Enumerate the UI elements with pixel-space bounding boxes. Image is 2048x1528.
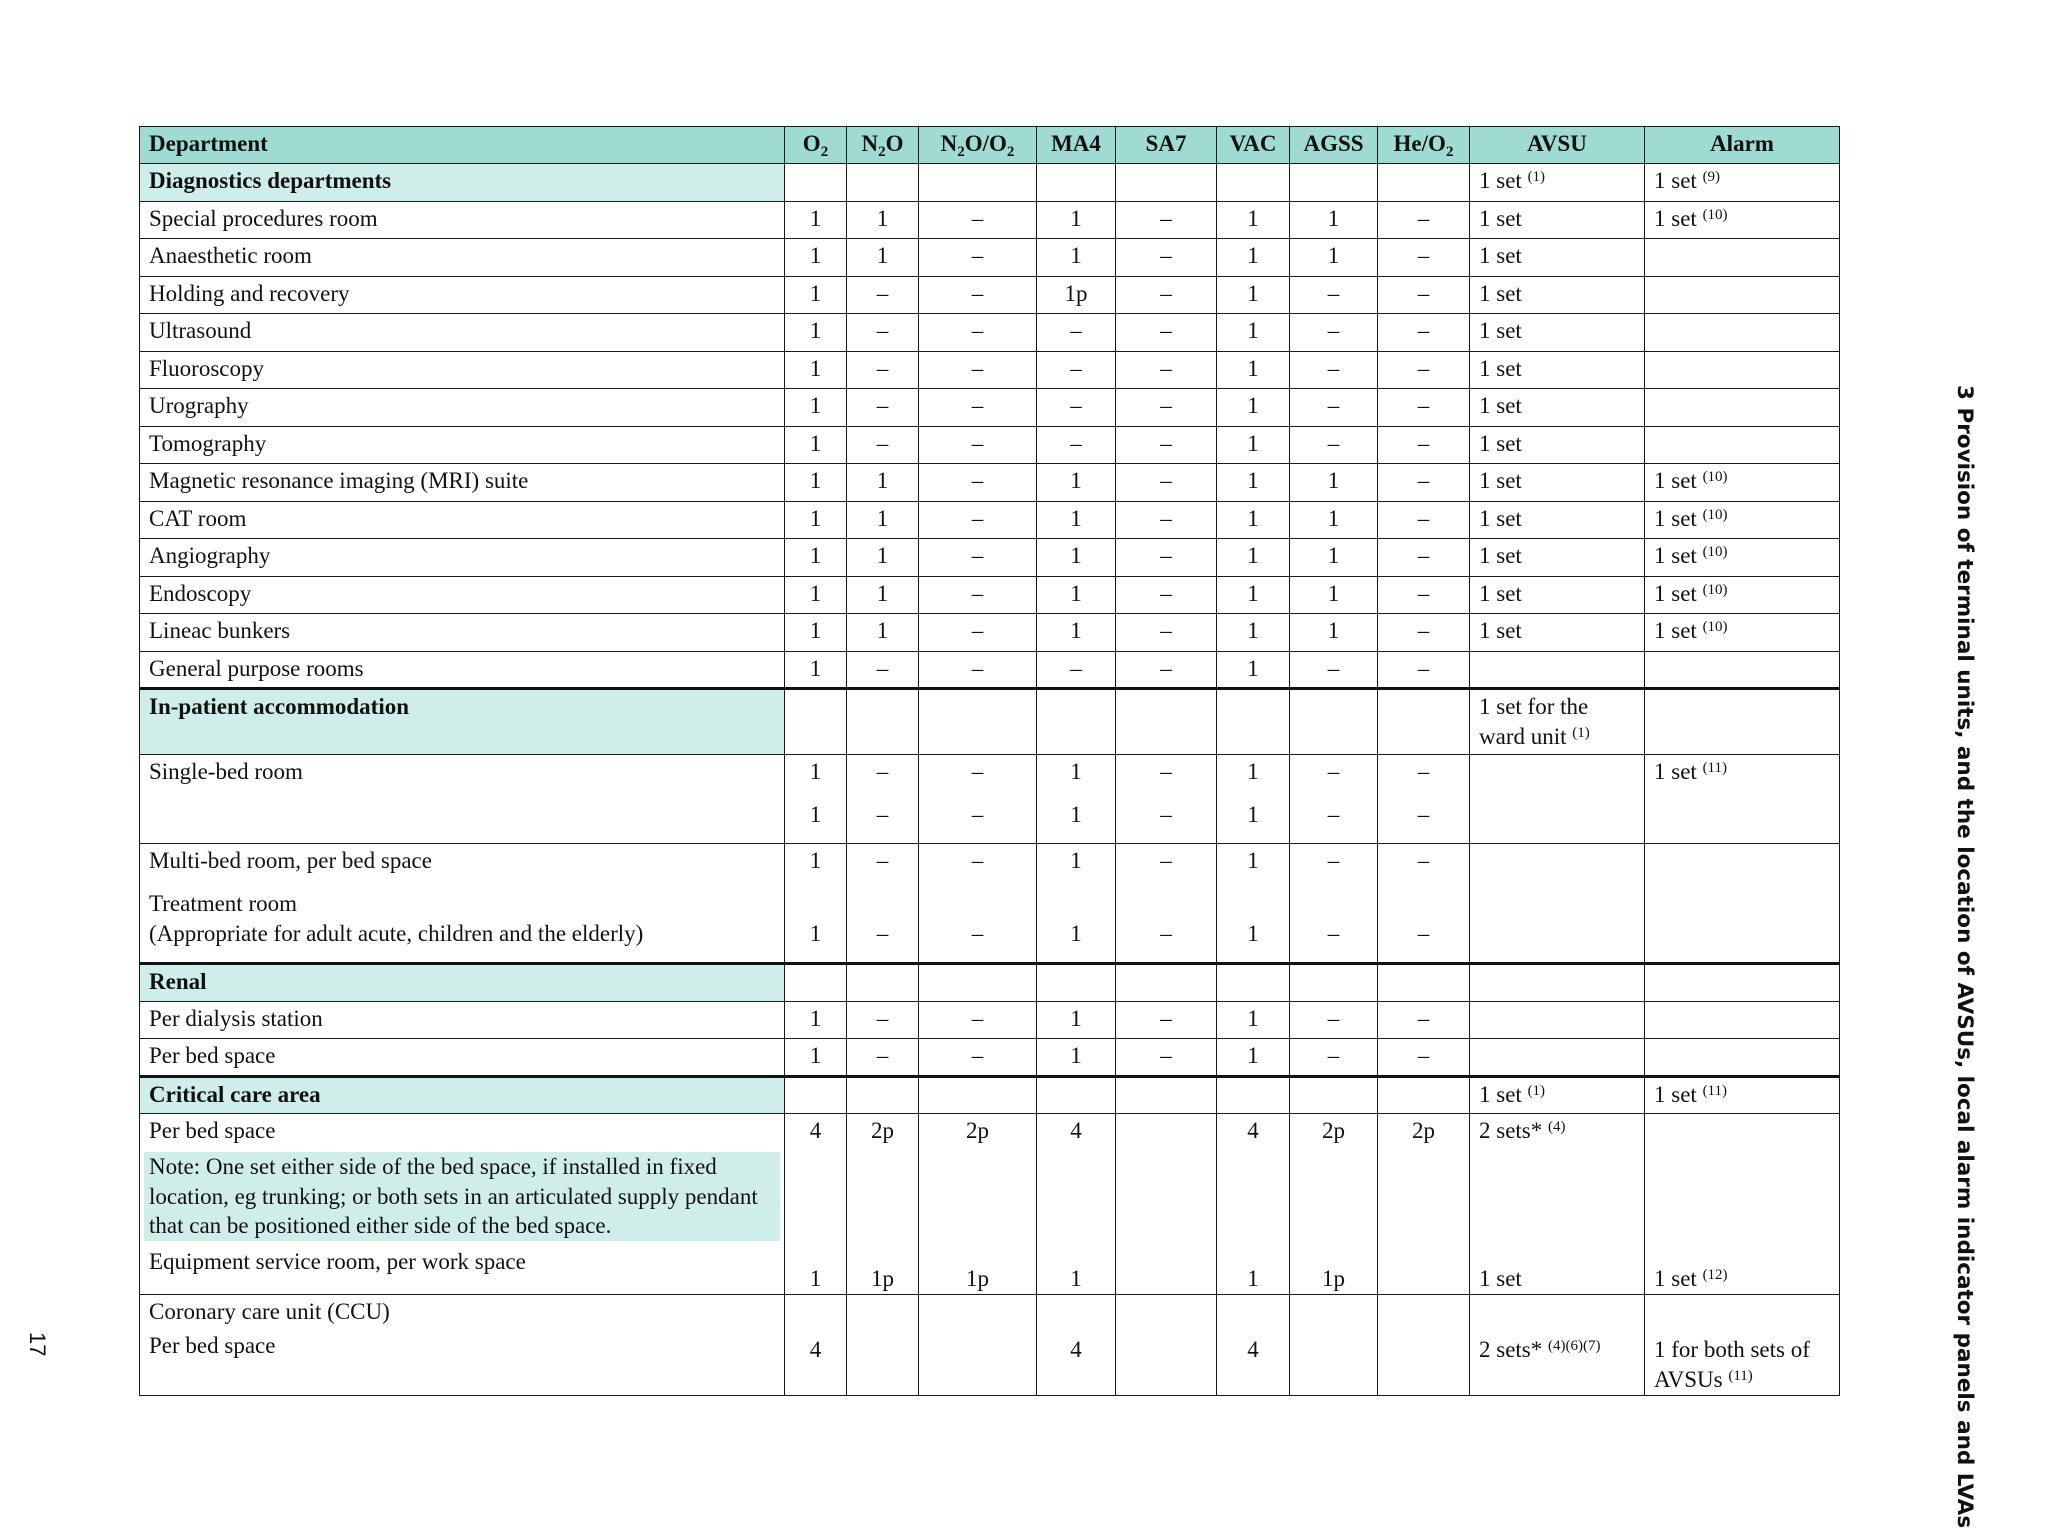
- cell-n2o: 1: [847, 501, 919, 539]
- section-row-renal: [140, 964, 1840, 1002]
- cell-he-o2: –: [1378, 239, 1470, 277]
- table-row: [140, 1039, 1840, 1077]
- avsu-cell: 1 set: [1470, 351, 1645, 389]
- cell-o2: 1: [785, 1001, 847, 1039]
- cell-he-o2: –: [1378, 314, 1470, 352]
- cell-o2: 1: [785, 201, 847, 239]
- avsu-cell: 1 set $^{(1)}$: [1470, 1076, 1645, 1114]
- table-row-ccu: Coronary care unit (CCU) Per bed space 4 4 4 2 sets* $^{(4)(6)(7)}$ 1 for both sets of AVSUs $^{(11)}$: [140, 1295, 1840, 1396]
- row-label: Per dialysis station: [140, 1001, 785, 1039]
- cell-ma4: 1: [1037, 614, 1116, 652]
- cell-n2o: 1: [847, 576, 919, 614]
- alarm-cell: [1645, 1001, 1840, 1039]
- alarm-cell: 1 set $^{(11)}$: [1645, 755, 1840, 844]
- cell-ma4: 1: [1037, 1001, 1116, 1039]
- cell-agss: –: [1290, 389, 1378, 427]
- cell-agss: 1: [1290, 464, 1378, 502]
- cell-ma4: 1: [1037, 464, 1116, 502]
- row-label: Multi-bed room, per bed space Treatment room (Appropriate for adult acute, children and the elderly): [140, 844, 785, 964]
- row-label: CAT room: [140, 501, 785, 539]
- cell-n2o: 1: [847, 239, 919, 277]
- cell-sa7: –: [1116, 314, 1217, 352]
- row-label: Ultrasound: [140, 314, 785, 352]
- cell-o2: 1: [785, 1039, 847, 1077]
- cell-he-o2: –: [1378, 276, 1470, 314]
- cell-o2: 4 1: [785, 1114, 847, 1295]
- terminal-units-table: [139, 126, 1840, 1396]
- cell-sa7: –: [1116, 614, 1217, 652]
- cell-n2o: –: [847, 351, 919, 389]
- cell-agss: –: [1290, 1039, 1378, 1077]
- header-alarm: Alarm: [1645, 127, 1840, 164]
- cell-ma4: 1: [1037, 1039, 1116, 1077]
- cell-vac: 1: [1217, 351, 1290, 389]
- cell-he-o2: –: [1378, 651, 1470, 689]
- row-label: Tomography: [140, 426, 785, 464]
- row-label: General purpose rooms: [140, 651, 785, 689]
- cell-ma4: –: [1037, 389, 1116, 427]
- cell-n2o-o2: –: [919, 1039, 1037, 1077]
- cell-sa7: –: [1116, 239, 1217, 277]
- page-number: 17: [25, 1332, 50, 1357]
- cell-sa7: –: [1116, 389, 1217, 427]
- cell-agss: –: [1290, 651, 1378, 689]
- table-row: [140, 201, 1840, 239]
- avsu-cell: 2 sets* $^{(4)(6)(7)}$: [1470, 1295, 1645, 1396]
- cell-o2: 1: [785, 276, 847, 314]
- avsu-cell: 1 set: [1470, 501, 1645, 539]
- cell-vac: 1: [1217, 389, 1290, 427]
- row-label: Angiography: [140, 539, 785, 577]
- cell-o2: 1: [785, 501, 847, 539]
- table-row-single-bed: Single-bed room 1 1 – – – – 1 1 – – 1 1 – – – – 1 set $^{(11)}$: [140, 755, 1840, 844]
- cell-he-o2: –: [1378, 464, 1470, 502]
- row-label: Per bed space: [140, 1039, 785, 1077]
- cell-n2o-o2: –: [919, 351, 1037, 389]
- cell-n2o-o2: –: [919, 539, 1037, 577]
- cell-vac: 1: [1217, 426, 1290, 464]
- header-avsu: AVSU: [1470, 127, 1645, 164]
- cell-sa7: –: [1116, 201, 1217, 239]
- cell-he-o2: –: [1378, 614, 1470, 652]
- cell-o2: 1: [785, 576, 847, 614]
- table-row: [140, 576, 1840, 614]
- avsu-cell: 1 set: [1470, 389, 1645, 427]
- cell-n2o-o2: –: [919, 464, 1037, 502]
- alarm-cell: [1645, 1039, 1840, 1077]
- table-row: [140, 276, 1840, 314]
- cell-n2o: –: [847, 426, 919, 464]
- avsu-cell: 1 set: [1470, 464, 1645, 502]
- table-row: [140, 426, 1840, 464]
- cell-n2o: 1: [847, 539, 919, 577]
- cell-sa7: –: [1116, 539, 1217, 577]
- cell-n2o: –: [847, 651, 919, 689]
- alarm-cell: 1 set $^{(10)}$: [1645, 501, 1840, 539]
- alarm-cell: [1645, 351, 1840, 389]
- section-title: Diagnostics departments: [140, 164, 785, 202]
- cell-vac: 1: [1217, 201, 1290, 239]
- cell-vac: 1: [1217, 276, 1290, 314]
- cell-o2: 1: [785, 239, 847, 277]
- cell-ma4: 1p: [1037, 276, 1116, 314]
- alarm-cell: [1645, 651, 1840, 689]
- alarm-cell: [1645, 426, 1840, 464]
- cell-he-o2: –: [1378, 576, 1470, 614]
- row-label: Coronary care unit (CCU) Per bed space: [140, 1295, 785, 1396]
- cell-agss: –: [1290, 1001, 1378, 1039]
- cell-n2o: –: [847, 276, 919, 314]
- cell-n2o: –: [847, 1001, 919, 1039]
- cell-n2o: –: [847, 1039, 919, 1077]
- header-department: Department: [140, 127, 785, 164]
- cell-sa7: –: [1116, 426, 1217, 464]
- table-row-critical-per-bed: [140, 1114, 1840, 1295]
- cell-agss: 1: [1290, 201, 1378, 239]
- cell-ma4: 4 1: [1037, 1114, 1116, 1295]
- alarm-cell: [1645, 314, 1840, 352]
- section-title: Critical care area: [140, 1076, 785, 1114]
- section-row-inpatient: [140, 689, 1840, 755]
- table-row: [140, 389, 1840, 427]
- cell-n2o-o2: –: [919, 501, 1037, 539]
- cell-vac: 1: [1217, 314, 1290, 352]
- cell-n2o: 1: [847, 201, 919, 239]
- header-n2o: $N_2O$: [847, 127, 919, 164]
- avsu-cell: 1 set: [1470, 576, 1645, 614]
- alarm-cell: 1 set $^{(10)}$: [1645, 201, 1840, 239]
- cell-ma4: 1: [1037, 201, 1116, 239]
- cell-he-o2: –: [1378, 1001, 1470, 1039]
- cell-agss: –: [1290, 314, 1378, 352]
- cell-vac: 1: [1217, 239, 1290, 277]
- cell-o2: 1: [785, 651, 847, 689]
- alarm-cell: [1645, 276, 1840, 314]
- table-row: [140, 501, 1840, 539]
- avsu-cell: 1 set: [1470, 314, 1645, 352]
- cell-vac: 4 1: [1217, 1114, 1290, 1295]
- cell-n2o-o2: –: [919, 426, 1037, 464]
- cell-n2o: 1: [847, 464, 919, 502]
- cell-sa7: –: [1116, 1039, 1217, 1077]
- alarm-cell: 1 set $^{(9)}$: [1645, 164, 1840, 202]
- row-label: Special procedures room: [140, 201, 785, 239]
- cell-vac: 1: [1217, 614, 1290, 652]
- cell-sa7: –: [1116, 1001, 1217, 1039]
- cell-sa7: –: [1116, 576, 1217, 614]
- avsu-cell: 1 set: [1470, 201, 1645, 239]
- cell-o2: 1: [785, 351, 847, 389]
- avsu-cell: 1 set for the ward unit $^{(1)}$: [1470, 689, 1645, 755]
- cell-sa7: –: [1116, 351, 1217, 389]
- avsu-cell: 1 set: [1470, 426, 1645, 464]
- cell-he-o2: 2p: [1378, 1114, 1470, 1295]
- cell-o2: 1: [785, 539, 847, 577]
- cell-agss: –: [1290, 276, 1378, 314]
- cell-ma4: 1: [1037, 239, 1116, 277]
- cell-n2o-o2: –: [919, 1001, 1037, 1039]
- avsu-cell: [1470, 1039, 1645, 1077]
- cell-n2o: 2p 1p: [847, 1114, 919, 1295]
- cell-vac: 1: [1217, 1039, 1290, 1077]
- header-agss: AGSS: [1290, 127, 1378, 164]
- alarm-cell: [1645, 239, 1840, 277]
- cell-n2o-o2: –: [919, 614, 1037, 652]
- cell-ma4: 1: [1037, 539, 1116, 577]
- cell-he-o2: –: [1378, 1039, 1470, 1077]
- section-row-critical: [140, 1076, 1840, 1114]
- header-sa7: SA7: [1116, 127, 1217, 164]
- cell-vac: 1: [1217, 464, 1290, 502]
- alarm-cell: 1 for both sets of AVSUs $^{(11)}$: [1645, 1295, 1840, 1396]
- avsu-cell: 1 set $^{(1)}$: [1470, 164, 1645, 202]
- table-row: [140, 239, 1840, 277]
- section-title: Renal: [140, 964, 785, 1002]
- cell-agss: 1: [1290, 501, 1378, 539]
- cell-he-o2: –: [1378, 501, 1470, 539]
- cell-ma4: 1: [1037, 576, 1116, 614]
- row-label: Urography: [140, 389, 785, 427]
- table-row: [140, 1001, 1840, 1039]
- row-label: Fluoroscopy: [140, 351, 785, 389]
- row-label: Single-bed room: [140, 755, 785, 844]
- header-ma4: MA4: [1037, 127, 1116, 164]
- avsu-cell: [1470, 1001, 1645, 1039]
- cell-avsu: 2 sets* $^{(4)}$ 1 set: [1470, 1114, 1645, 1295]
- note-box: Note: One set either side of the bed space, if installed in fixed location, eg trunking; or both sets in an articulated supply pendant that can be positioned either side of the bed space.: [144, 1152, 780, 1241]
- cell-vac: 1: [1217, 651, 1290, 689]
- cell-n2o: –: [847, 314, 919, 352]
- avsu-cell: 1 set: [1470, 276, 1645, 314]
- cell-vac: 1: [1217, 576, 1290, 614]
- cell-vac: 1: [1217, 501, 1290, 539]
- cell-n2o-o2: –: [919, 314, 1037, 352]
- cell-agss: 1: [1290, 614, 1378, 652]
- row-label: Magnetic resonance imaging (MRI) suite: [140, 464, 785, 502]
- table-row: [140, 614, 1840, 652]
- alarm-cell: 1 set $^{(11)}$: [1645, 1076, 1840, 1114]
- alarm-cell: 1 set $^{(10)}$: [1645, 539, 1840, 577]
- cell-n2o-o2: –: [919, 389, 1037, 427]
- cell-he-o2: –: [1378, 351, 1470, 389]
- alarm-cell: 1 set $^{(10)}$: [1645, 576, 1840, 614]
- cell-he-o2: –: [1378, 426, 1470, 464]
- cell-he-o2: –: [1378, 201, 1470, 239]
- cell-o2: 1: [785, 389, 847, 427]
- cell-sa7: –: [1116, 276, 1217, 314]
- cell-n2o: –: [847, 389, 919, 427]
- row-label: Anaesthetic room: [140, 239, 785, 277]
- table-row-multi-bed: Multi-bed room, per bed space Treatment room (Appropriate for adult acute, children and the elderly) 1 1 – – – – 1 1 – – 1 1 – – – –: [140, 844, 1840, 964]
- cell-alarm: 1 set $^{(12)}$: [1645, 1114, 1840, 1295]
- cell-agss: 1: [1290, 576, 1378, 614]
- cell-vac: 1: [1217, 1001, 1290, 1039]
- cell-o2: 1: [785, 614, 847, 652]
- avsu-cell: [1470, 651, 1645, 689]
- cell-sa7: –: [1116, 651, 1217, 689]
- cell-agss: 1: [1290, 539, 1378, 577]
- side-heading: 3 Provision of terminal units, and the location of AVSUs, local alarm indicator panels and LVAs: [1952, 385, 1977, 1528]
- header-vac: VAC: [1217, 127, 1290, 164]
- avsu-cell: 1 set: [1470, 239, 1645, 277]
- cell-o2: 1: [785, 426, 847, 464]
- cell-n2o-o2: –: [919, 239, 1037, 277]
- cell-o2: 1: [785, 464, 847, 502]
- cell-n2o-o2: –: [919, 651, 1037, 689]
- avsu-cell: 1 set: [1470, 614, 1645, 652]
- cell-agss: 1: [1290, 239, 1378, 277]
- table-row: [140, 651, 1840, 689]
- row-label: Lineac bunkers: [140, 614, 785, 652]
- cell-ma4: 1: [1037, 501, 1116, 539]
- cell-n2o-o2: –: [919, 276, 1037, 314]
- cell-ma4: –: [1037, 314, 1116, 352]
- cell-agss: 2p 1p: [1290, 1114, 1378, 1295]
- cell-he-o2: –: [1378, 389, 1470, 427]
- header-o2: $O_2$: [785, 127, 847, 164]
- table-row: [140, 314, 1840, 352]
- cell-ma4: –: [1037, 426, 1116, 464]
- cell-o2: 1: [785, 314, 847, 352]
- cell-agss: –: [1290, 351, 1378, 389]
- cell-n2o-o2: 2p 1p: [919, 1114, 1037, 1295]
- cell-he-o2: –: [1378, 539, 1470, 577]
- table-row: [140, 351, 1840, 389]
- section-row-diagnostics: [140, 164, 1840, 202]
- alarm-cell: [1645, 389, 1840, 427]
- header-n2o-o2: $N_2O/O_2$: [919, 127, 1037, 164]
- table-row: [140, 464, 1840, 502]
- row-label: Holding and recovery: [140, 276, 785, 314]
- alarm-cell: 1 set $^{(10)}$: [1645, 464, 1840, 502]
- avsu-cell: 1 set: [1470, 539, 1645, 577]
- cell-ma4: –: [1037, 351, 1116, 389]
- header-he-o2: $He/O_2$: [1378, 127, 1470, 164]
- cell-n2o: 1: [847, 614, 919, 652]
- cell-sa7: –: [1116, 464, 1217, 502]
- header-row: [140, 127, 1840, 164]
- cell-vac: 1: [1217, 539, 1290, 577]
- alarm-cell: 1 set $^{(10)}$: [1645, 614, 1840, 652]
- cell-agss: –: [1290, 426, 1378, 464]
- row-label: Per bed space Note: One set either side of the bed space, if installed in fixed location, eg trunking; or both sets in an articulated supply pendant that can be positioned either side of the bed space. Equipment service room, per work space: [140, 1114, 785, 1295]
- cell-sa7: –: [1116, 501, 1217, 539]
- table-row: [140, 539, 1840, 577]
- cell-sa7: [1116, 1114, 1217, 1295]
- cell-n2o-o2: –: [919, 201, 1037, 239]
- row-label: Endoscopy: [140, 576, 785, 614]
- section-title: In-patient accommodation: [140, 689, 785, 755]
- cell-ma4: –: [1037, 651, 1116, 689]
- cell-n2o-o2: –: [919, 576, 1037, 614]
